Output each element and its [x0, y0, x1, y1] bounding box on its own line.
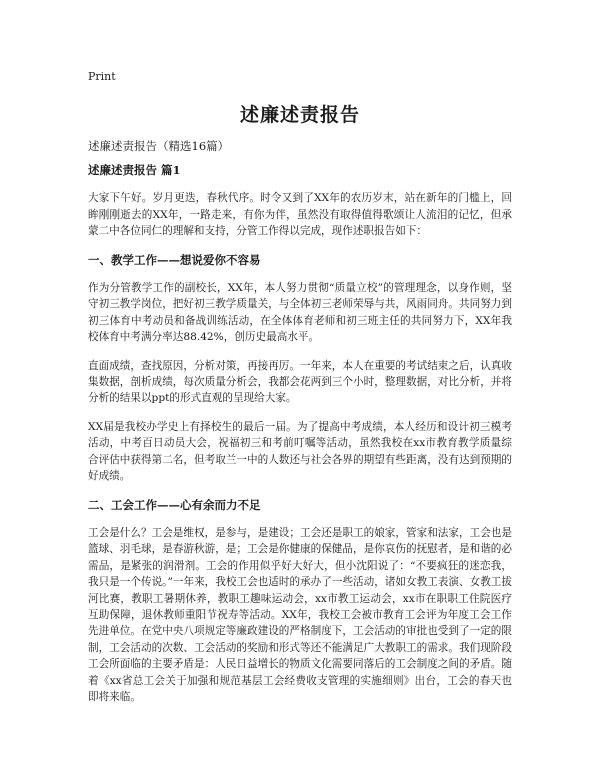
- intro-paragraph: 大家下午好。岁月更迭，春秋代序。时令又到了XX年的农历岁末，站在新年的门槛上，回眸刚刚逝去的XX年，一路走来，有你为伴，虽然没有取得值得歌颂让人流泪的记忆，但承蒙二中各位同仁的理解和支持，分管工作得以完成，现作述职报告如下：: [88, 192, 512, 238]
- article-body: [88, 162, 512, 717]
- section-heading-union: 二、工会工作——心有余而力不足: [88, 497, 261, 512]
- teaching-paragraph-2: 直面成绩，查找原因，分析对策，再接再厉。一年来，本人在重要的考试结束之后，认真收集数据，剖析成绩，每次质量分析会，我都会花两到三个小时，整理数据，对比分析，并将分析的结果以ppt的形式直观的呈现给大家。: [88, 359, 512, 405]
- article-heading: 述廉述责报告 篇1: [88, 163, 181, 177]
- union-paragraph-1: 工会是什么？工会是维权，是参与，是建设；工会还是职工的娘家，管家和法家，工会也是篮球、羽毛球，是春游秋游，是；工会是你健康的保健品，是你哀伤的抚慰者，是和谐的必需品，是紧张的润滑剂。工会的作用似乎好大好大，但小沈阳说了：“不要疯狂的迷恋我，我只是一个传说。”一年来，我校工会也适时的承办了一些活动，诸如女教工表演、女教工拔河比赛，教职工暑期休养，教职工趣味运动会，xx市教工运动会，xx市在职职工住院医疗互助保障，退休教师重阳节祝寿等活动。XX年，我校工会被市教育工会评为年度工会工作先进单位。在党中央八项规定等廉政建设的严格制度下，工会活动的审批也受到了一定的限制，工会活动的次数、工会活动的奖励和形式等还不能满足广大教职工的需求。我们现阶段工会所面临的主要矛盾是：人民日益增长的物质文化需要同落后的工会制度之间的矛盾。随着《xx省总工会关于加强和规范基层工会经费收支管理的实施细则》出台，工会的春天也即将来临。: [88, 526, 512, 703]
- teaching-paragraph-3: XX届是我校办学史上有择校生的最后一届。为了提高中考成绩，本人经历和设计初三模考活动，中考百日动员大会，祝福初三和考前叮嘱等活动，虽然我校在xx市教育教学质量综合评估中获得第二名，但考取兰一中的人数还与社会各界的期望有些距离，没有达到预期的好成绩。: [88, 420, 512, 483]
- teaching-paragraph-1: 作为分管教学工作的副校长，XX年，本人努力贯彻“质量立校”的管理理念，以身作则，坚守初三教学岗位，把好初三教学质量关，与全体初三老师荣辱与共，风雨同舟。共同努力到初三体育中考动员和备战训练活动，在全体体育老师和初三班主任的共同努力下，XX年我校体育中考满分率达88.42%，创历史最高水平。: [88, 282, 512, 344]
- section-heading-teaching: 一、教学工作——想说爱你不容易: [88, 252, 261, 267]
- page-title: 述廉述责报告: [239, 104, 360, 126]
- print-link[interactable]: Print: [88, 70, 116, 83]
- subtitle: 述廉述责报告（精选16篇）: [88, 139, 230, 153]
